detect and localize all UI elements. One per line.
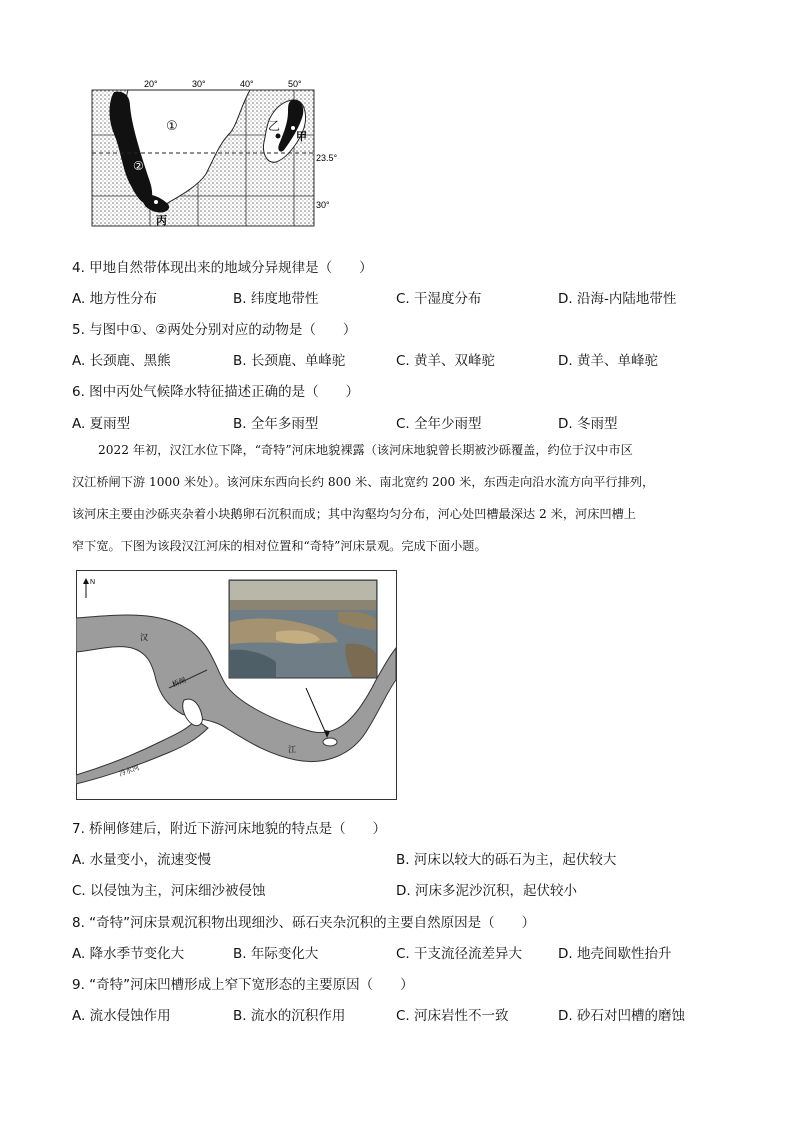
- han-river-map: [76, 570, 400, 802]
- passage: [72, 434, 724, 562]
- region-label-2: ②: [133, 159, 144, 173]
- region-label-jia: 甲: [296, 131, 307, 143]
- q8-option-a[interactable]: A. 降水季节变化大: [72, 946, 185, 962]
- q6-stem: 6. 图中丙处气候降水特征描述正确的是（ ）: [72, 384, 360, 400]
- river-label-jiang: 江: [288, 745, 296, 754]
- q9-option-b[interactable]: B. 流水的沉积作用: [233, 1008, 346, 1024]
- bridge-label: 桥闸: [171, 676, 188, 689]
- q7-option-a[interactable]: A. 水量变小，流速变慢: [72, 852, 212, 868]
- q6-option-c[interactable]: C. 全年少雨型: [396, 416, 482, 432]
- q5-option-c[interactable]: C. 黄羊、双峰驼: [396, 353, 496, 369]
- q6-option-a[interactable]: A. 夏雨型: [72, 416, 131, 432]
- passage-line-3: 该河床主要由沙砾夹杂着小块鹅卵石沉积而成；其中沟壑均匀分布，河心处凹槽最深达 2 米，河床凹槽上: [72, 507, 636, 521]
- q8-stem: 8. “奇特”河床景观沉积物出现细沙、砾石夹杂沉积的主要自然原因是（ ）: [72, 915, 536, 931]
- q6-option-d[interactable]: D. 冬雨型: [558, 416, 618, 432]
- vegetation-zone-map: [80, 78, 350, 232]
- passage-line-2: 汉江桥闸下游 1000 米处）。该河床东西向长约 800 米、南北宽约 200 米，东西走向沿水流方向平行排列，: [72, 475, 655, 489]
- q4-option-c[interactable]: C. 干湿度分布: [396, 291, 482, 307]
- q4-option-b[interactable]: B. 纬度地带性: [233, 291, 319, 307]
- lon-label-50: 50°: [288, 79, 302, 89]
- passage-line-1: 2022 年初，汉江水位下降，“奇特”河床地貌裸露（该河床地貌曾长期被沙砾覆盖，约位于汉中市区: [98, 443, 633, 457]
- q9-stem: 9. “奇特”河床凹槽形成上窄下宽形态的主要原因（ ）: [72, 977, 414, 993]
- q7-option-c[interactable]: C. 以侵蚀为主，河床细沙被侵蚀: [72, 883, 266, 899]
- q9-option-d[interactable]: D. 砂石对凹槽的磨蚀: [558, 1008, 685, 1024]
- lat-label-23-5: 23.5°: [316, 153, 338, 163]
- point-yi: [276, 134, 281, 139]
- q7-stem: 7. 桥闸修建后，附近下游河床地貌的特点是（ ）: [72, 821, 387, 837]
- q5-option-d[interactable]: D. 黄羊、单峰驼: [558, 353, 658, 369]
- passage-line-4: 窄下宽。下图为该段汉江河床的相对位置和“奇特”河床景观。完成下面小题。: [72, 539, 487, 553]
- north-label: N: [90, 579, 96, 586]
- region-label-bing: 丙: [156, 215, 167, 227]
- q5-stem: 5. 与图中①、②两处分别对应的动物是（ ）: [72, 322, 357, 338]
- q8-option-d[interactable]: D. 地壳间歇性抬升: [558, 946, 672, 962]
- q9-option-c[interactable]: C. 河床岩性不一致: [396, 1008, 509, 1024]
- q9-option-a[interactable]: A. 流水侵蚀作用: [72, 1008, 171, 1024]
- point-bing: [154, 200, 159, 205]
- q6-option-b[interactable]: B. 全年多雨型: [233, 416, 319, 432]
- q5-option-a[interactable]: A. 长颈鹿、黑熊: [72, 353, 171, 369]
- tributary-label: 冷水河: [118, 764, 141, 779]
- lat-label-30: 30°: [316, 200, 330, 210]
- q4-option-d[interactable]: D. 沿海-内陆地带性: [558, 291, 677, 307]
- region-label-1: ①: [166, 118, 178, 133]
- q8-option-b[interactable]: B. 年际变化大: [233, 946, 319, 962]
- point-jia: [291, 126, 296, 131]
- q7-option-d[interactable]: D. 河床多泥沙沉积，起伏较小: [396, 883, 577, 899]
- river-label-han: 汉: [140, 633, 148, 642]
- q4-option-a[interactable]: A. 地方性分布: [72, 291, 158, 307]
- riverbed-photo: [229, 580, 377, 678]
- lon-label-40: 40°: [240, 79, 254, 89]
- q8-option-c[interactable]: C. 干支流径流差异大: [396, 946, 523, 962]
- lon-label-20: 20°: [144, 79, 158, 89]
- lon-label-30: 30°: [192, 79, 206, 89]
- q7-option-b[interactable]: B. 河床以较大的砾石为主，起伏较大: [396, 852, 617, 868]
- q5-option-b[interactable]: B. 长颈鹿、单峰驼: [233, 353, 346, 369]
- region-label-yi: 乙: [268, 119, 281, 133]
- q4-stem: 4. 甲地自然带体现出来的地域分异规律是（ ）: [72, 260, 373, 276]
